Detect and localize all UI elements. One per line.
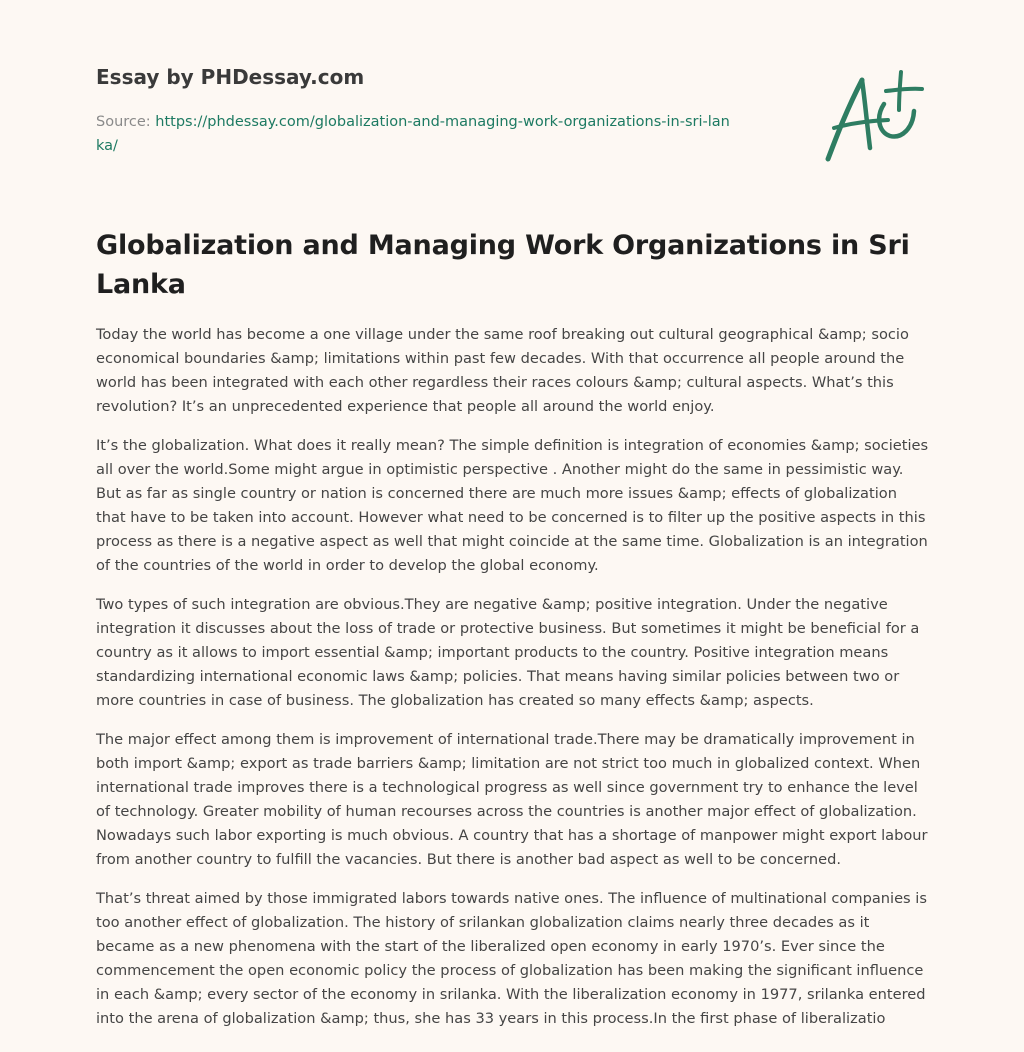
essay-paragraph: Today the world has become a one village under the same roof breaking out cultural geographical &amp; socio economical boundaries &amp; limitations within past few decades. With that occurrence all people around the world has been integrated with each other regardless their races colours &amp; cultural aspects. What’s this revolution? It’s an unprecedented experience that people all around the world enjoy. (96, 326, 909, 415)
essay-paragraph: It’s the globalization. What does it really mean? The simple definition is integration of economies &amp; societies all over the world.Some might argue in optimistic perspective . Another might do the same in pessimistic way. But as far as single country or nation is concerned there are much more issues &amp; effects of globalization that have to be taken into account. However what need to be concerned is to filter up the positive aspects in this process as there is a negative aspect as well that might coincide at the same time. Globalization is an integration of the countries of the world in order to develop the global economy. (96, 437, 929, 574)
essay-paragraph: Two types of such integration are obvious.They are negative &amp; positive integration. Under the negative integration it discusses about the loss of trade or protective business. But sometimes it might be beneficial for a country as it allows to import essential &amp; important products to the country. Positive integration means standardizing international economic laws &amp; policies. That means having similar policies between two or more countries in case of business. The globalization has created so many effects &amp; aspects. (96, 596, 920, 709)
source-label: Source: (96, 114, 156, 130)
essay-paragraph: That’s threat aimed by those immigrated labors towards native ones. The influence of multinational companies is too another effect of globalization. The history of srilankan globalization claims nearly three decades as it became as a new phenomena with the start of the liberalized open economy in early 1970’s. Ever since the commencement the open economic policy the process of globalization has been making the significant influence in each &amp; every sector of the economy in srilanka. With the liberalization economy in 1977, srilanka entered into the arena of globalization &amp; thus, she has 33 years in this process.In the first phase of liberalizatio (96, 890, 927, 1027)
page-header (96, 62, 796, 158)
source-link[interactable]: https://phdessay.com/globalization-and-managing-work-organizations-in-sri-lanka/ (96, 114, 730, 154)
source-line (96, 110, 736, 158)
essay-paragraph: The major effect among them is improvement of international trade.There may be dramatically improvement in both import &amp; export as trade barriers &amp; limitation are not strict too much in globalized context. When international trade improves there is a technological progress as well since government try to enhance the level of technology. Greater mobility of human recourses across the countries is another major effect of globalization. Nowadays such labor exporting is much obvious. A country that has a shortage of manpower might export labour from another country to fulfill the vacancies. But there is another bad aspect as well to be concerned. (96, 731, 928, 868)
site-title: Essay by PHDessay.com (96, 65, 365, 89)
essay-body (96, 323, 930, 1046)
a-plus-grade-icon (818, 66, 928, 166)
essay-title: Globalization and Managing Work Organizations in Sri Lanka (96, 230, 910, 300)
